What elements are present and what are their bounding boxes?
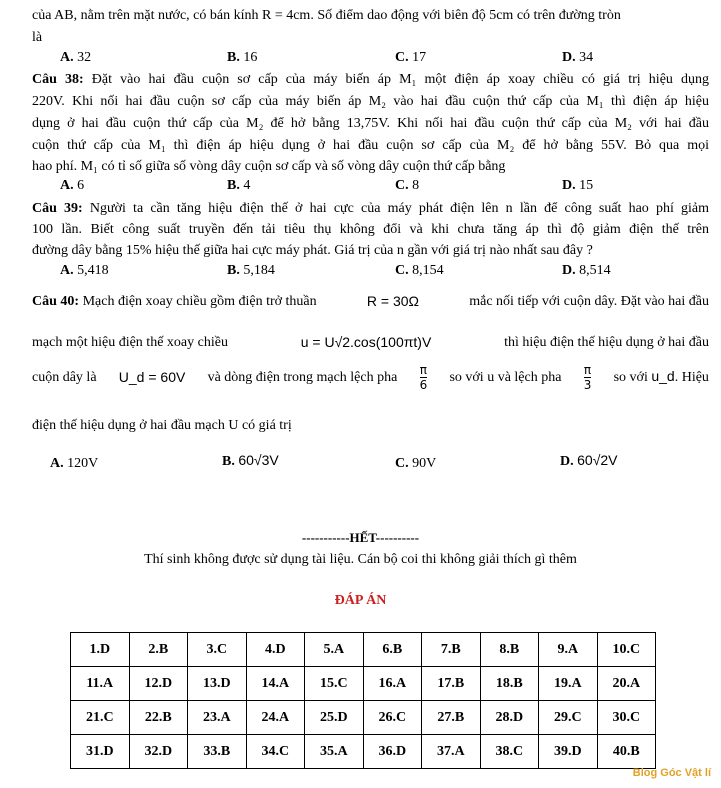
answer-cell: 11.A bbox=[71, 667, 130, 701]
q39-option-d: D. 8,514 bbox=[562, 263, 611, 278]
answer-cell: 9.A bbox=[539, 633, 598, 667]
q40-formula-u: u = U√2.cos(100πt)V bbox=[300, 334, 432, 350]
answer-cell: 2.B bbox=[129, 633, 188, 667]
answer-cell: 26.C bbox=[363, 701, 422, 735]
q38-option-a: A. 6 bbox=[60, 178, 85, 193]
answer-cell: 33.B bbox=[188, 735, 247, 769]
q37-option-a: A. 32 bbox=[60, 50, 92, 65]
answer-cell: 38.C bbox=[480, 735, 539, 769]
q39-option-b: B. 5,184 bbox=[227, 263, 275, 278]
q40-line-1: Câu 40: Mạch điện xoay chiều gồm điện trở thuần R = 30Ω mắc nối tiếp với cuộn dây. Đặt vào hai đầu bbox=[32, 293, 709, 309]
answer-cell: 37.A bbox=[422, 735, 481, 769]
q39-line-2: 100 lần. Biết công suất truyền đến tải tiêu thụ không đổi và khi chưa tăng áp thì độ giảm điện thế trên bbox=[32, 222, 709, 237]
answer-cell: 7.B bbox=[422, 633, 481, 667]
q39-label: Câu 39: bbox=[32, 201, 83, 216]
answer-cell: 17.B bbox=[422, 667, 481, 701]
answer-cell: 24.A bbox=[246, 701, 305, 735]
answer-cell: 8.B bbox=[480, 633, 539, 667]
q37-line-1: của AB, nằm trên mặt nước, có bán kính R = 4cm. Số điểm dao động với biên độ 5cm có trên đường tròn bbox=[32, 8, 621, 23]
answer-cell: 19.A bbox=[539, 667, 598, 701]
q40-fraction-pi-6: $\frac{\pi}{6}$ bbox=[419, 362, 428, 392]
q39-line-3: đường dây bằng 15% hiệu thế giữa hai cực máy phát. Giá trị của n gần với giá trị nào nhất sau đây ? bbox=[32, 243, 593, 258]
answer-cell: 4.D bbox=[246, 633, 305, 667]
answer-row bbox=[71, 667, 656, 701]
answer-cell: 6.B bbox=[363, 633, 422, 667]
footer-note: Thí sinh không được sử dụng tài liệu. Cán bộ coi thi không giải thích gì thêm bbox=[144, 552, 577, 567]
q39-option-a: A. 5,418 bbox=[60, 263, 109, 278]
q40-formula-r: R = 30Ω bbox=[366, 293, 419, 309]
answer-cell: 36.D bbox=[363, 735, 422, 769]
answer-cell: 34.C bbox=[246, 735, 305, 769]
end-marker: -----------HẾT---------- bbox=[301, 530, 420, 545]
answer-cell: 16.A bbox=[363, 667, 422, 701]
answer-cell: 39.D bbox=[539, 735, 598, 769]
answer-cell: 12.D bbox=[129, 667, 188, 701]
answer-cell: 27.B bbox=[422, 701, 481, 735]
q40-option-a: A. 120V bbox=[50, 456, 99, 471]
answer-row bbox=[71, 633, 656, 667]
answer-cell: 22.B bbox=[129, 701, 188, 735]
q38-option-c: C. 8 bbox=[395, 178, 420, 193]
q40-option-d: D. 60√2V bbox=[560, 452, 618, 469]
q39-line-1: Câu 39: Người ta cần tăng hiệu điện thế ở hai cực của máy phát điện lên n lần để công suất hao phí giảm bbox=[32, 201, 710, 216]
q38-line-4: cuộn thứ cấp của M₁ thì điện áp hiệu dụng ở hai đầu cuộn sơ cấp của M₂ để hở bằng 55V. Bỏ qua mọi bbox=[32, 138, 709, 153]
answer-cell: 14.A bbox=[246, 667, 305, 701]
q40-fraction-pi-3: $\frac{\pi}{3}$ bbox=[583, 362, 592, 392]
q40-line-4: điện thế hiệu dụng ở hai đầu mạch U có giá trị bbox=[32, 418, 292, 433]
answer-cell: 29.C bbox=[539, 701, 598, 735]
q37-option-c: C. 17 bbox=[395, 50, 427, 65]
answer-cell: 23.A bbox=[188, 701, 247, 735]
q40-line-3: cuộn dây là U_d = 60V và dòng điện trong mạch lệch pha $\frac{\pi}{6}$ so với u và lệch pha $\frac{\pi}{3}$ so với u_d. Hiệu bbox=[32, 362, 709, 392]
answer-cell: 15.C bbox=[305, 667, 364, 701]
answer-cell: 20.A bbox=[597, 667, 656, 701]
answer-cell: 1.D bbox=[71, 633, 130, 667]
answer-cell: 31.D bbox=[71, 735, 130, 769]
q40-option-b: B. 60√3V bbox=[222, 452, 279, 469]
q40-formula-ud: U_d = 60V bbox=[118, 368, 186, 385]
watermark: Blog Góc Vật lí bbox=[632, 767, 711, 779]
q37-line-2: là bbox=[32, 30, 43, 45]
q40-option-c: C. 90V bbox=[395, 456, 437, 471]
q40-label: Câu 40: bbox=[32, 294, 80, 309]
q38-line-5: hao phí. M₁ có tỉ số giữa số vòng dây cuộn sơ cấp và số vòng dây cuộn thứ cấp bằng bbox=[32, 159, 506, 174]
q38-option-d: D. 15 bbox=[562, 178, 594, 193]
q37-option-b: B. 16 bbox=[227, 50, 258, 65]
answer-cell: 13.D bbox=[188, 667, 247, 701]
answer-row bbox=[71, 735, 656, 769]
answer-cell: 32.D bbox=[129, 735, 188, 769]
answer-cell: 3.C bbox=[188, 633, 247, 667]
q38-option-b: B. 4 bbox=[227, 178, 251, 193]
answer-cell: 25.D bbox=[305, 701, 364, 735]
q38-line-2: 220V. Khi nối hai đầu cuộn sơ cấp của máy biến áp M₂ vào hai đầu cuộn thứ cấp của M₁ thì điện áp hiệu bbox=[32, 94, 709, 109]
q37-option-d: D. 34 bbox=[562, 50, 594, 65]
answer-row bbox=[71, 701, 656, 735]
answer-cell: 30.C bbox=[597, 701, 656, 735]
answer-cell: 5.A bbox=[305, 633, 364, 667]
q39-option-c: C. 8,154 bbox=[395, 263, 444, 278]
answer-table bbox=[70, 632, 656, 769]
answer-cell: 18.B bbox=[480, 667, 539, 701]
answer-cell: 21.C bbox=[71, 701, 130, 735]
answer-cell: 40.B bbox=[597, 735, 656, 769]
answer-cell: 28.D bbox=[480, 701, 539, 735]
q38-line-1: Câu 38: Đặt vào hai đầu cuộn sơ cấp của máy biến áp M₁ một điện áp xoay chiều có giá trị hiệu dụng bbox=[32, 72, 710, 87]
answer-cell: 35.A bbox=[305, 735, 364, 769]
answers-title: ĐÁP ÁN bbox=[334, 593, 387, 608]
answer-cell: 10.C bbox=[597, 633, 656, 667]
q38-line-3: dụng ở hai đầu cuộn thứ cấp của M₂ để hở bằng 13,75V. Khi nối hai đầu cuộn thứ cấp của M₂ với hai đầu bbox=[32, 116, 709, 131]
q40-line-2: mạch một hiệu điện thế xoay chiều u = U√2.cos(100πt)V thì hiệu điện thế hiệu dụng ở hai đầu bbox=[32, 334, 709, 350]
q38-label: Câu 38: bbox=[32, 72, 84, 87]
